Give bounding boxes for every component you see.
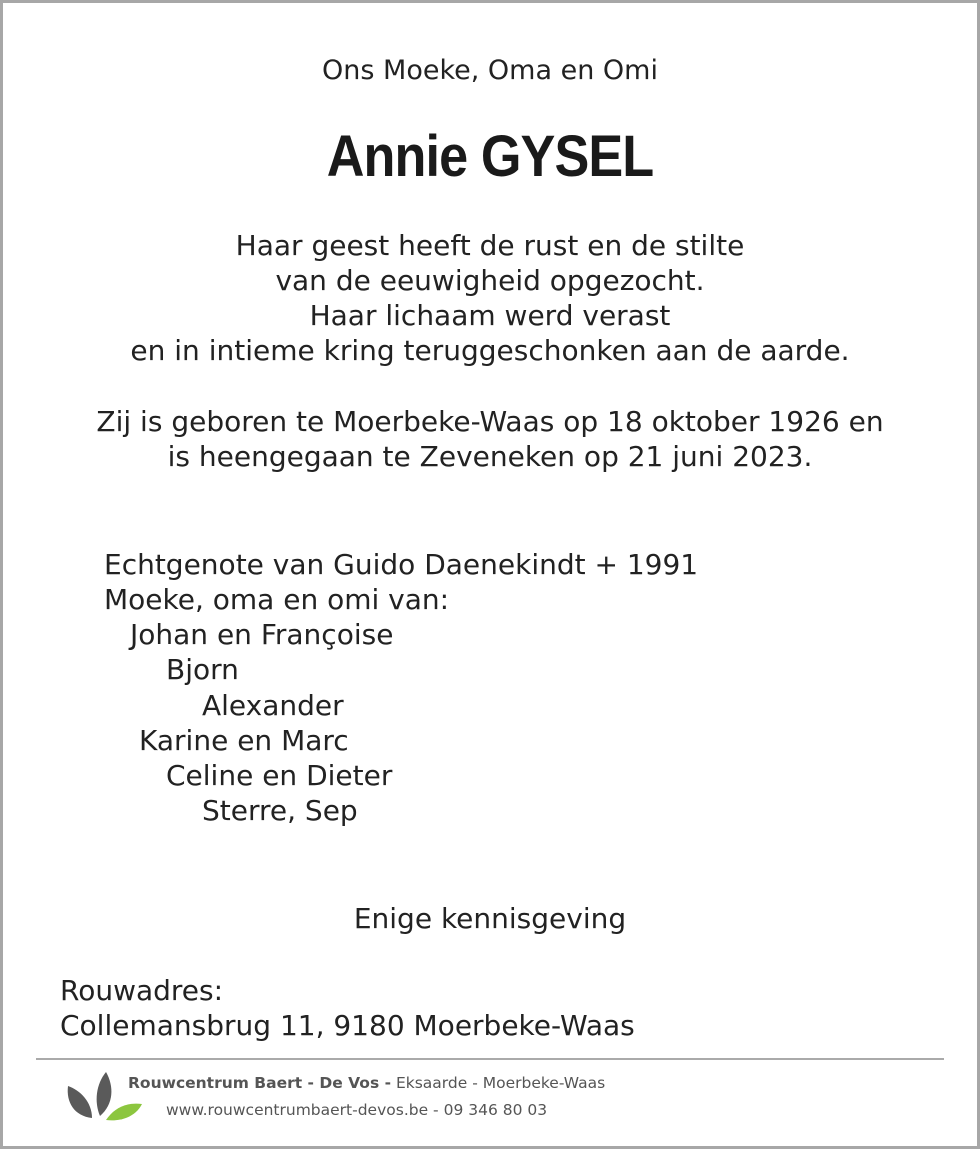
- family-intro: Moeke, oma en omi van:: [104, 583, 450, 616]
- deceased-name: Annie GYSEL: [326, 124, 654, 189]
- memorial-quote: [0, 228, 980, 368]
- notice-text: Enige kennisgeving: [353, 902, 627, 935]
- family-member: Celine en Dieter: [166, 759, 393, 792]
- family-member: Sterre, Sep: [202, 794, 358, 827]
- company-name: Rouwcentrum Baert - De Vos -: [128, 1074, 392, 1092]
- quote-line: van de eeuwigheid opgezocht.: [275, 264, 705, 297]
- intro-line: Ons Moeke, Oma en Omi: [322, 55, 658, 86]
- funeral-home-contact: www.rouwcentrumbaert-devos.be - 09 346 80 03: [166, 1101, 548, 1119]
- quote-line: Haar lichaam werd verast: [309, 299, 671, 332]
- address-label: Rouwadres:: [60, 974, 224, 1007]
- family-member: Karine en Marc: [139, 724, 349, 757]
- quote-line: Haar geest heeft de rust en de stilte: [235, 229, 745, 262]
- family-member: Johan en Françoise: [130, 618, 394, 651]
- death-line: is heengegaan te Zeveneken op 21 juni 2023.: [167, 440, 813, 473]
- footer-divider: [36, 1058, 944, 1060]
- birth-death-info: [0, 404, 980, 474]
- company-locations: Eksaarde - Moerbeke-Waas: [395, 1074, 606, 1092]
- birth-line: Zij is geboren te Moerbeke-Waas op 18 oktober 1926 en: [96, 405, 884, 438]
- spouse-line: Echtgenote van Guido Daenekindt + 1991: [104, 548, 699, 581]
- family-member: Bjorn: [166, 653, 239, 686]
- family-member: Alexander: [202, 689, 344, 722]
- address-value: Collemansbrug 11, 9180 Moerbeke-Waas: [60, 1009, 635, 1042]
- quote-line: en in intieme kring teruggeschonken aan de aarde.: [130, 334, 850, 367]
- funeral-home-name: [128, 1073, 605, 1093]
